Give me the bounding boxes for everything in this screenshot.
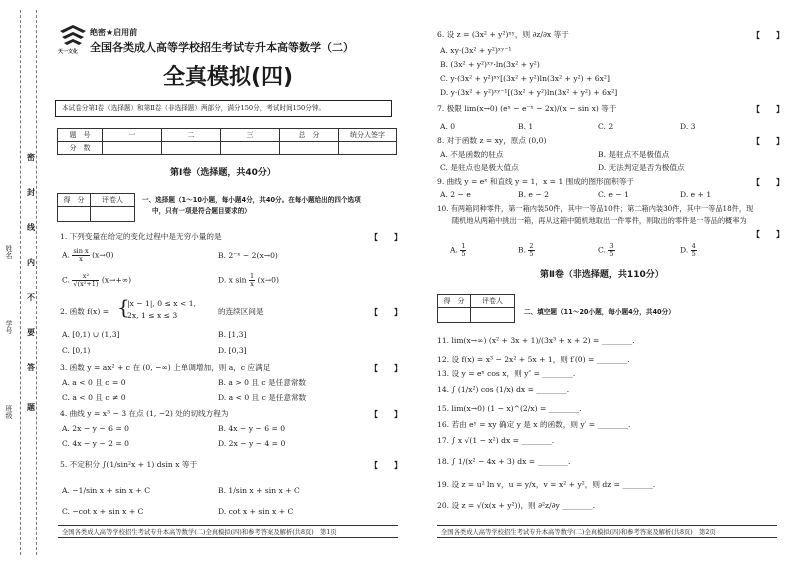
logo xyxy=(58,23,88,55)
question-3: 3. 函数 y = ax² + c 在 (0, −∞) 上单调增加，则 a，c 应满足 xyxy=(60,363,271,372)
option-9b: B. e − 2 xyxy=(518,190,549,199)
option-6d: D. y·(3x² + y²)ˣʸ⁻¹[(3x² + y²)ln(3x² + y²) + 6x²] xyxy=(440,88,618,97)
answer-bracket: 【 】 xyxy=(752,136,784,146)
answer-bracket: 【 】 xyxy=(370,307,402,317)
table-cell: 统分人签字 xyxy=(339,129,397,142)
seal-char: 要 xyxy=(27,327,35,337)
question-6: 6. 设 z = (3x² + y²)ˣʸ，则 ∂z/∂x 等于 xyxy=(437,30,569,39)
option-8b: B. 是驻点不是极值点 xyxy=(598,150,670,159)
option-1d xyxy=(218,273,279,288)
table-cell xyxy=(221,142,280,155)
question-7: 7. 极限 lim(x→0) (eˣ − e⁻ˣ − 2x)/(x − sin x) 等于 xyxy=(437,104,617,113)
denominator: 5 xyxy=(529,250,534,258)
fraction xyxy=(460,243,466,258)
numerator: 1 xyxy=(249,272,255,280)
case-2: 2x, 1 ≤ x ≤ 3 xyxy=(127,311,178,320)
option-5b: B. 1/sin x + sin x + C xyxy=(218,486,300,495)
option-4d: D. 2x − y − 4 = 0 xyxy=(218,439,286,448)
option-8c: C. 是驻点也是极大值点 xyxy=(440,163,519,172)
table-cell: 评卷人 xyxy=(471,295,515,308)
numerator: 2 xyxy=(529,242,534,250)
part1-title: 第Ⅰ卷（选择题，共40分） xyxy=(170,168,276,178)
option-4c: C. 4x − y − 2 = 0 xyxy=(62,439,130,448)
logo-text: 天一文化 xyxy=(58,49,79,55)
table-cell: 一 xyxy=(103,129,162,142)
notice-box xyxy=(55,100,392,117)
table-cell xyxy=(280,142,339,155)
option-10a xyxy=(450,243,466,258)
option-label: C. xyxy=(598,245,606,255)
option-4b: B. 4x − y − 6 = 0 xyxy=(218,424,286,433)
option-label: C. xyxy=(62,275,70,285)
question-11: 11. lim(x→∞) (x² + 3x + 1)/(3x³ + x + 2) = ________. xyxy=(437,336,635,345)
table-cell: 得 分 xyxy=(58,194,91,207)
option-2a: A. [0,1) ∪ (1,3] xyxy=(62,330,120,339)
option-7b: B. 1 xyxy=(518,122,534,131)
table-cell: 三 xyxy=(221,129,280,142)
seal-char: 内 xyxy=(27,257,35,267)
answer-bracket: 【 】 xyxy=(370,363,402,373)
score-table xyxy=(57,128,397,155)
footer-left: 全国各类成人高等学校招生考试专升本高等数学(二)全真模拟(四)和参考答案及解析(共8页) 第1页 xyxy=(58,525,398,538)
option-2d: D. [0,3] xyxy=(218,346,247,355)
option-1a xyxy=(62,248,114,263)
option-6a: A. xy·(3x² + y²)ˣʸ⁻¹ xyxy=(440,46,512,55)
question-4: 4. 曲线 y = x³ − 3 在点 (1, −2) 处的切线方程为 xyxy=(60,409,229,418)
numerator: 1 xyxy=(461,242,466,250)
denominator: √(x²+1) xyxy=(73,280,99,288)
table-cell xyxy=(471,308,515,323)
fraction xyxy=(72,248,89,263)
question-12: 12. 设 f(x) = x³ − 2x² + 5x + 1，则 f′(0) = ________. xyxy=(437,355,630,364)
question-2: 2. 函数 f(x) = xyxy=(60,307,110,316)
seal-char: 封 xyxy=(27,187,35,197)
denominator: 5 xyxy=(609,250,614,258)
seal-char: 不 xyxy=(27,292,35,302)
table-cell: 题 号 xyxy=(58,129,103,142)
question-14: 14. ∫ (1/x²) cos (1/x) dx = ________. xyxy=(437,385,570,394)
option-label: D. xyxy=(680,245,689,255)
footer-right: 全国各类成人高等学校招生考试专升本高等数学(二)全真模拟(四)和参考答案及解析(共8页) 第2页 xyxy=(437,525,777,538)
option-10d xyxy=(680,243,697,258)
option-5d: D. cot x + sin x + C xyxy=(218,507,294,516)
option-9a: A. 2 − e xyxy=(440,190,471,199)
answer-bracket: 【 】 xyxy=(752,177,784,187)
table-cell xyxy=(91,207,135,222)
option-4a: A. 2x − y − 6 = 0 xyxy=(62,424,129,433)
option-10b xyxy=(518,243,535,258)
answer-bracket: 【 】 xyxy=(370,409,402,419)
question-20: 20. 设 z = √(x(x + y²))，则 ∂²z/∂y ________. xyxy=(437,501,596,510)
numerator: 3 xyxy=(609,242,614,250)
question-17: 17. ∫ x √(1 − x²) dx = ________. xyxy=(437,436,555,445)
seal-char: 题 xyxy=(27,402,35,412)
denominator: x xyxy=(250,280,254,288)
table-row xyxy=(58,129,397,142)
brace: { xyxy=(117,295,130,319)
seal-char: 密 xyxy=(27,152,35,162)
question-1: 1. 下列变量在给定的变化过程中是无穷小量的是 xyxy=(60,232,222,241)
seal-char: 线 xyxy=(27,222,35,232)
exam-title: 全国各类成人高等学校招生考试专升本高等数学（二） xyxy=(90,41,354,54)
case-1: |x − 1|, 0 ≤ x < 1, xyxy=(127,299,196,308)
option-7a: A. 0 xyxy=(440,122,456,131)
question-19: 19. 设 z = u² ln v，u = y/x，v = x² + y²，则 dz = ________. xyxy=(437,480,656,489)
option-9c: C. e − 1 xyxy=(598,190,629,199)
notice-text: 本试卷分第Ⅰ卷（选择题）和第Ⅱ卷（非选择题）两部分，满分150分，考试时间150分钟。 xyxy=(62,104,326,112)
question-5: 5. 不定积分 ∫(1/sin²x + 1) dsin x 等于 xyxy=(60,460,198,469)
answer-bracket: 【 】 xyxy=(370,460,402,470)
option-7d: D. 3 xyxy=(680,122,696,131)
fraction xyxy=(608,243,614,258)
part1-instruction-2: 中，只有一项是符合题目要求的） xyxy=(152,207,251,215)
table-cell xyxy=(438,308,471,323)
part1-instruction: 一、选择题（1～10小题，每小题4分，共40分。在每小题给出的四个选项 xyxy=(142,196,361,204)
table-cell xyxy=(58,207,91,222)
mock-title: 全真模拟(四) xyxy=(163,65,294,90)
fraction xyxy=(72,273,99,288)
option-7c: C. 2 xyxy=(598,122,614,131)
option-3d: D. a < 0 且 c 是任意常数 xyxy=(218,393,307,402)
numerator: x² xyxy=(72,273,99,281)
part2-title: 第Ⅱ卷（非选择题，共110分） xyxy=(540,270,664,280)
grader-box-2 xyxy=(437,294,515,323)
question-2-tail: 的连续区间是 xyxy=(218,307,264,316)
question-9: 9. 曲线 y = eˣ 和直线 y = 1，x = 1 围成的图形面积等于 xyxy=(437,177,635,186)
option-5a: A. −1/sin x + sin x + C xyxy=(62,486,151,495)
student-id-label: 学号 xyxy=(5,320,13,334)
option-6b: B. (3x² + y²)ˣʸ·ln(3x² + y²) xyxy=(440,60,540,69)
numerator: sin x xyxy=(73,247,89,255)
option-label: A. xyxy=(62,250,70,260)
option-8d: D. 无法判定是否为极值点 xyxy=(598,163,685,172)
option-10c xyxy=(598,243,615,258)
answer-bracket: 【 】 xyxy=(752,30,784,40)
answer-bracket: 【 】 xyxy=(752,104,784,114)
answer-bracket: 【 】 xyxy=(752,229,784,239)
option-tail: (x→+∞) xyxy=(101,275,132,285)
fraction xyxy=(691,243,697,258)
seal-line xyxy=(20,10,21,555)
option-6c: C. y·(3x² + y²)ˣʸ[(3x² + y²)ln(3x² + y²) + 6x²] xyxy=(440,74,610,83)
option-2c: C. [0,1) xyxy=(62,346,91,355)
grader-box xyxy=(57,193,135,222)
question-10-line-2: 随机地从两箱中挑出一箱，再从这箱中随机地取出一件零件，则取出的零件是一等品的概率为 xyxy=(452,216,747,225)
option-9d: D. e + 1 xyxy=(680,190,712,199)
table-cell xyxy=(162,142,221,155)
option-1b: B. 2⁻ˣ − 2(x→0) xyxy=(218,251,278,260)
table-cell xyxy=(339,142,397,155)
option-2b: B. [1,3] xyxy=(218,330,247,339)
denominator: 5 xyxy=(461,250,466,258)
part2-instruction: 二、填空题（11～20小题，每小题4分，共40分） xyxy=(524,308,675,316)
seal-char: 答 xyxy=(27,362,35,372)
table-cell: 得 分 xyxy=(438,295,471,308)
table-row xyxy=(58,142,397,155)
binding-margin xyxy=(0,0,42,565)
question-13: 13. 设 y = eˣ cos x，则 y″ = ________. xyxy=(437,369,576,378)
option-1c xyxy=(62,273,131,288)
option-3b: B. a > 0 且 c 是任意常数 xyxy=(218,378,307,387)
secret-mark: 绝密★启用前 xyxy=(90,28,138,37)
denominator: x xyxy=(79,255,83,263)
name-label: 姓名 xyxy=(5,245,13,259)
option-label: B. xyxy=(518,245,526,255)
seal-line-inner xyxy=(36,10,37,555)
option-label: D. x sin xyxy=(218,275,247,285)
option-3a: A. a < 0 且 c = 0 xyxy=(62,378,126,387)
numerator: 4 xyxy=(691,242,696,250)
option-3c: C. a < 0 且 c ≠ 0 xyxy=(62,393,126,402)
table-cell: 评卷人 xyxy=(91,194,135,207)
table-cell: 分 数 xyxy=(58,142,103,155)
option-8a: A. 不是函数的驻点 xyxy=(440,150,504,159)
question-15: 15. lim(x→0) (1 − x)^(2/x) = ________. xyxy=(437,404,582,413)
question-18: 18. ∫ 1/(x² − 4x + 3) dx = ________. xyxy=(437,457,571,466)
answer-bracket: 【 】 xyxy=(370,232,402,242)
fraction xyxy=(249,273,255,288)
class-label: 班级 xyxy=(5,405,13,419)
option-tail: (x→0) xyxy=(257,275,279,285)
question-10: 10. 有两箱同种零件，第一箱内装50件，其中一等品10件；第二箱内装30件，其中一等品18件，现 xyxy=(437,204,754,213)
table-cell: 总 分 xyxy=(280,129,339,142)
question-16: 16. 若由 eʸ = xy 确定 y 是 x 的函数，则 y′ = ________. xyxy=(437,420,631,429)
table-cell: 二 xyxy=(162,129,221,142)
denominator: 5 xyxy=(691,250,696,258)
option-tail: (x→0) xyxy=(92,250,114,260)
option-label: A. xyxy=(450,245,458,255)
table-cell xyxy=(103,142,162,155)
question-8: 8. 对于函数 z = xy，原点 (0,0) xyxy=(437,136,547,145)
option-5c: C. −cot x + sin x + C xyxy=(62,507,144,516)
fraction xyxy=(528,243,534,258)
